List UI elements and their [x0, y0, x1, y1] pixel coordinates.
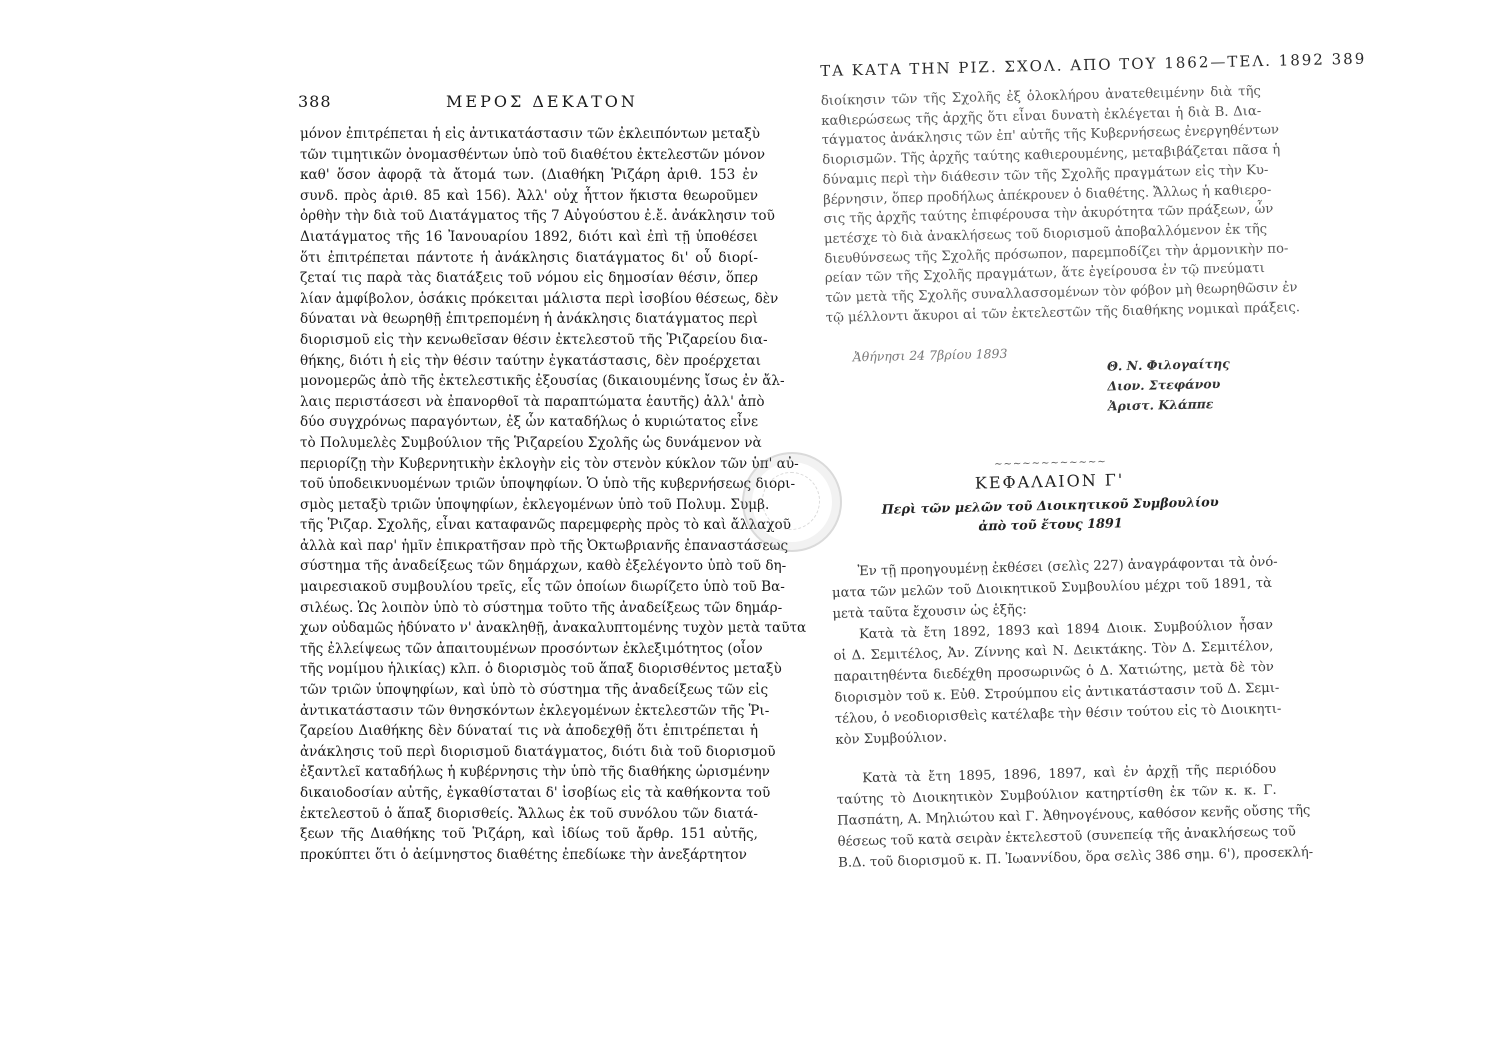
text-line: διευθύνσεως τῆς Σχολῆς πρόσωπον, παρεμποδίζει τὴν ἁρμονικὴν πο- — [824, 241, 1289, 267]
text-line: ὅτι ἐπιτρέπεται πάντοτε ἡ ἀνάκλησις διατάγματος δι' οὗ διορί- — [300, 249, 758, 266]
text-line: Ἐν τῇ προηγουμένῃ ἐκθέσει (σελὶς 227) ἀναγράφονται τὰ ὀνό- — [857, 555, 1278, 580]
text-line: διορισμοῦ εἰς τὴν κενωθεῖσαν θέσιν ἐκτελεστοῦ τῆς Ῥιζαρείου δια- — [300, 331, 768, 348]
text-line: κὸν Συμβούλιον. — [835, 730, 948, 749]
text-line: δύο συγχρόνως παραγόντων, ἐξ ὧν καταδήλως ὁ κυριώτατος εἶνε — [300, 414, 758, 431]
text-line: τῷ μέλλοντι ἄκυροι αἱ τῶν ἐκτελεστῶν τῆς διαθήκης νομικαὶ πράξεις. — [825, 299, 1301, 326]
text-line: ζεταί τις παρὰ τὰς διατάξεις τοῦ νόμου εἰς δημοσίαν θέσιν, ὅπερ — [300, 270, 758, 287]
text-line: διορισμὸν τοῦ κ. Εὐθ. Στρούμπου εἰς ἀντικατάστασιν τοῦ Δ. Σεμι- — [834, 681, 1280, 707]
signature-2: Διον. Στεφάνου — [1107, 376, 1221, 394]
left-page-number: 388 — [298, 92, 332, 111]
text-line: ματα τῶν μελῶν τοῦ Διοικητικοῦ Συμβουλίου μέχρι τοῦ 1891, τὰ — [831, 576, 1273, 602]
left-body-text — [300, 124, 807, 865]
text-line: θήκης, διότι ἡ εἰς τὴν θέσιν ταύτην ἐγκατάστασις, δὲν προέρχεται — [300, 352, 761, 369]
date-line: Ἀθήνησι 24 7βρίου 1893 — [852, 346, 1008, 365]
text-line: ἀντικατάστασιν τῶν θνησκόντων ἐκλεγομένων ἐκτελεστῶν τῆς Ῥι- — [300, 702, 770, 719]
text-line: οἱ Δ. Σεμιτέλος, Ἀν. Ζίννης καὶ Ν. Δεικτάκης. Τὸν Δ. Σεμιτέλον, — [833, 639, 1274, 665]
right-body-text-bottom — [831, 552, 1314, 874]
chapter-subtitle-line-2: ἀπὸ τοῦ ἔτους 1891 — [978, 516, 1123, 535]
text-line: μετέσχε τὸ διὰ ἀνακλήσεως τοῦ διορισμοῦ ἀποβαλλόμενον ἐκ τῆς — [823, 221, 1268, 247]
text-line: Πασπάτη, Α. Μηλιώτου καὶ Γ. Ἀθηνογένους, καθόσον κενῆς οὔσης τῆς — [837, 803, 1311, 830]
signature-block — [1107, 349, 1448, 417]
chapter-subtitle — [830, 492, 1271, 540]
ornament-divider: ~~~~~~~~~~~~ — [994, 457, 1107, 471]
text-line: τῶν τριῶν ὑποψηφίων, καὶ ὑπὸ τὸ σύστημα τῆς ἀναδείξεως τῶν εἰς — [300, 682, 769, 699]
text-line: ἀνάκλησις τοῦ περὶ διορισμοῦ διατάγματος, διότι διὰ τοῦ διορισμοῦ — [300, 743, 776, 760]
text-line: χων οὐδαμῶς ἠδύνατο ν' ἀνακληθῇ, ἀνακαλυπτομένης τυχὸν μετὰ ταῦτα — [300, 620, 807, 637]
text-line: θέσεως τοῦ κατὰ σειρὰν ἐκτελεστοῦ (συνεπείᾳ τῆς ἀνακλήσεως τοῦ — [837, 824, 1296, 851]
text-line: μαιρεσιακοῦ συμβουλίου τρεῖς, εἷς τῶν ὁποίων διωρίζετο ὑπὸ τοῦ Βα- — [300, 579, 785, 596]
text-line: τῶν μετὰ τῆς Σχολῆς συναλλασσομένων τὸν φόβον μὴ θεωρηθῶσιν ἐν — [825, 280, 1298, 306]
chapter-title: ΚΕΦΑΛΑΙΟΝ Γ' — [974, 470, 1125, 494]
text-line: παραιτηθέντα διεδέχθη προσωρινῶς ὁ Δ. Χατιώτης, μετὰ δὲ τὸν — [833, 660, 1275, 686]
text-line: ὀρθὴν τὴν διὰ τοῦ Διατάγματος τῆς 7 Αὐγούστου ἐ.ἔ. ἀνάκλησιν τοῦ — [300, 208, 775, 225]
chapter-subtitle-line-1: Περὶ τῶν μελῶν τοῦ Διοικητικοῦ Συμβουλίου — [881, 495, 1219, 519]
text-line: μετὰ ταῦτα ἔχουσιν ὡς ἑξῆς: — [832, 602, 1027, 623]
right-page — [780, 0, 1500, 1055]
text-line: ἐξαντλεῖ καταδήλως ἡ κυβέρνησις τὴν ὑπὸ τῆς διαθήκης ὡρισμένην — [300, 764, 770, 781]
text-line: καθ' ὅσον ἀφορᾷ τὰ ἄτομά των. (Διαθήκη Ῥιζάρη ἀριθ. 153 ἐν — [300, 167, 758, 184]
text-line: σύστημα τῆς ἀναδείξεως τῶν δημάρχων, καθὸ ἐξελέγοντο ὑπὸ τοῦ δη- — [300, 558, 787, 575]
text-line: τῶν τιμητικῶν ὀνομασθέντων ὑπὸ τοῦ διαθέτου ἐκτελεστῶν μόνον — [300, 146, 766, 163]
text-line: Διατάγματος τῆς 16 Ἰανουαρίου 1892, διότι καὶ ἐπὶ τῇ ὑποθέσει — [300, 228, 758, 245]
text-line: ξεων τῆς Διαθήκης τοῦ Ῥιζάρη, καὶ ἰδίως τοῦ ἄρθρ. 151 αὐτῆς, — [300, 826, 758, 843]
text-line: καθιερώσεως τῆς ἀρχῆς ὅτι εἶναι δυνατὴ ἐκλέγεται ἡ διὰ Β. Δια- — [821, 103, 1262, 129]
text-line: Κατὰ τὰ ἔτη 1895, 1896, 1897, καὶ ἐν ἀρχῇ τῆς περιόδου — [862, 762, 1277, 787]
text-line: μόνον ἐπιτρέπεται ἡ εἰς ἀντικατάστασιν τῶν ἐκλειπόντων μεταξὺ — [300, 126, 760, 142]
text-line: ζαρείου Διαθήκης δὲν δύναταί τις νὰ ἀποδεχθῇ ὅτι ἐπιτρέπεται ἡ — [300, 723, 758, 740]
text-line: συνδ. πρὸς ἀριθ. 85 καὶ 156). Ἀλλ' οὐχ ἧττον ἥκιστα θεωροῦμεν — [300, 187, 758, 204]
text-line: ἀλλὰ καὶ παρ' ἡμῖν ἐπικρατῆσαν πρὸ τῆς Ὀκτωβριανῆς ἐπαναστάσεως — [300, 537, 789, 554]
right-running-header — [820, 48, 1440, 90]
text-line: μονομερῶς ἀπὸ τῆς ἐκτελεστικῆς ἐξουσίας (δικαιουμένης ἴσως ἐν ἄλ- — [300, 373, 785, 390]
text-line: τέλου, ὁ νεοδιορισθεὶς κατέλαβε τὴν θέσιν τούτου εἰς τὸ Διοικητι- — [834, 702, 1282, 728]
text-line: τῆς Ῥιζαρ. Σχολῆς, εἶναι καταφανῶς παρεμφερὴς πρὸς τὸ καὶ ἄλλαχοῦ — [300, 517, 792, 534]
text-line: περιορίζῃ τὴν Κυβερνητικὴν ἐκλογὴν εἰς τὸν στενὸν κύκλον τῶν ὑπ' αὐ- — [300, 455, 799, 472]
left-running-header — [298, 92, 768, 116]
signature-3: Ἀριστ. Κλάππε — [1107, 396, 1214, 414]
text-line: διοίκησιν τῶν τῆς Σχολῆς ἐξ ὁλοκλήρου ἀνατεθειμένην διὰ τῆς — [820, 84, 1261, 109]
text-line: τῆς ἐλλείψεως τῶν ἀπαιτουμένων προσόντων ἐκλεξιμότητος (οἷον — [300, 640, 763, 657]
text-line: ρείαν τῶν τῆς Σχολῆς πραγμάτων, ἅτε ἐγείρουσα ἐν τῷ πνεύματι — [824, 261, 1265, 287]
text-line: λίαν ἀμφίβολον, ὁσάκις πρόκειται μάλιστα περὶ ἰσοβίου θέσεως, δὲν — [300, 290, 779, 307]
text-line: δικαιοδοσίαν αὐτῆς, ἐγκαθίσταται δ' ἰσοβίως εἰς τὰ καθήκοντα τοῦ — [300, 785, 771, 801]
text-line: διορισμῶν. Τῆς ἀρχῆς ταύτης καθιερουμένης, μεταβιβάζεται πᾶσα ἡ — [822, 142, 1281, 169]
text-line: τῆς νομίμου ἡλικίας) κλπ. ὁ διορισμὸς τοῦ ἅπαξ διορισθέντος μεταξὺ — [300, 661, 782, 678]
left-running-head: ΜΕΡΟΣ ΔΕΚΑΤΟΝ — [446, 92, 638, 111]
right-body-text-top — [820, 82, 1301, 328]
text-line: τάγματος ἀνάκλησις τῶν ἐπ' αὐτῆς τῆς Κυβερνήσεως ἐνεργηθέντων — [821, 123, 1280, 149]
text-line: Κατὰ τὰ ἔτη 1892, 1893 καὶ 1894 Διοικ. Συμβούλιον ἦσαν — [858, 618, 1274, 643]
text-line: σις τῆς ἀρχῆς ταύτης ἐπιφέρουσα τὴν ἀκυρότητα τῶν πράξεων, ὧν — [823, 201, 1274, 228]
text-line: σιλέως. Ὡς λοιπὸν ὑπὸ τὸ σύστημα τοῦτο τῆς ἀναδείξεως τῶν δημάρ- — [300, 599, 783, 616]
text-line: ταύτης τὸ Διοικητικὸν Συμβούλιον κατηρτίσθη ἐκ τῶν κ. κ. Γ. — [836, 783, 1277, 809]
text-line: βέρνησιν, ὅπερ προδήλως ἀπέκρουεν ὁ διαθέτης. Ἄλλως ἡ καθιερο- — [822, 182, 1272, 208]
text-line: λαις περιστάσεσι νὰ ἐπανορθοῖ τὰ παραπτώματα ἑαυτῆς) ἀλλ' ἀπὸ — [300, 393, 765, 410]
text-line: σμὸς μεταξὺ τριῶν ὑποψηφίων, ἐκλεγομένων ὑπὸ τοῦ Πολυμ. Συμβ. — [300, 496, 770, 513]
text-line: προκύπτει ὅτι ὁ ἀείμνηστος διαθέτης ἐπεδίωκε τὴν ἀνεξάρτητον — [300, 846, 747, 863]
text-line: τὸ Πολυμελὲς Συμβούλιον τῆς Ῥιζαρείου Σχολῆς ὡς δυνάμενον νὰ — [300, 434, 762, 451]
text-line: τοῦ ὑποδεικνυομένων τριῶν ὑποψηφίων. Ὁ ὑπὸ τῆς κυβερνήσεως διορι- — [300, 476, 796, 493]
text-line: ἐκτελεστοῦ ὁ ἅπαξ διορισθείς. Ἄλλως ἐκ τοῦ συνόλου τῶν διατά- — [300, 805, 758, 822]
signature-1: Θ. Ν. Φιλογαίτης — [1106, 356, 1230, 375]
right-running-head: ΤΑ ΚΑΤΑ ΤΗΝ ΡΙΖ. ΣΧΟΛ. ΑΠΟ ΤΟΥ 1862—ΤΕΛ. 1892 389 — [820, 49, 1367, 80]
text-line: Β.Δ. τοῦ διορισμοῦ κ. Π. Ἰωαννίδου, ὅρα σελὶς 386 σημ. 6'), προσεκλή- — [838, 845, 1314, 872]
text-line: δύναται νὰ θεωρηθῇ ἐπιτρεπομένη ἡ ἀνάκλησις διατάγματος περὶ — [300, 311, 758, 328]
text-line: δύναμις περὶ τὴν διάθεσιν τῶν τῆς Σχολῆς πραγμάτων εἰς τὴν Κυ- — [822, 162, 1269, 188]
